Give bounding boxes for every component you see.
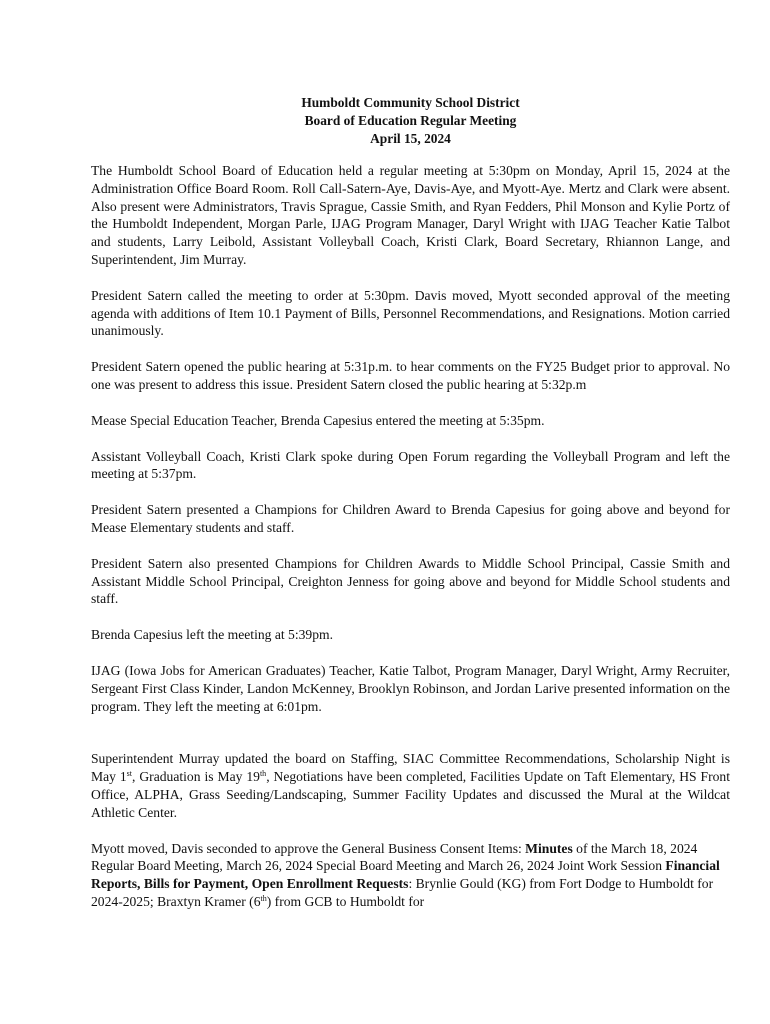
paragraph-call-to-order: President Satern called the meeting to order at 5:30pm. Davis moved, Myott seconded approval of the meeting agenda with additions of Item 10.1 Payment of Bills, Personnel Recommendations, and Resignations. Motion carried unanimously. — [91, 287, 730, 339]
consent-minutes-bold: Minutes — [525, 840, 573, 856]
meeting-title: Board of Education Regular Meeting — [304, 113, 517, 128]
district-name: Humboldt Community School District — [301, 95, 520, 110]
paragraph-attendance: The Humboldt School Board of Education held a regular meeting at 5:30pm on Monday, April 15, 2024 at the Administration Office Board Room. Roll Call-Satern-Aye, Davis-Aye, and Myott-Aye. Mertz and Clark were absent. Also present were Administrators, Travis Sprague, Cassie Smith, and Ryan Fedders, Phil Monson and Kylie Portz of the Humboldt Independent, Morgan Parle, IJAG Program Manager, Daryl Wright with IJAG Teacher Katie Talbot and students, Larry Leibold, Assistant Volleyball Coach, Kristi Clark, Board Secretary, Rhiannon Lange, and Superintendent, Jim Murray. — [91, 163, 730, 267]
paragraph-award-capesius: President Satern presented a Champions for Children Award to Brenda Capesius for going above and beyond for Mease Elementary students and staff. — [91, 502, 730, 535]
paragraph-ijag: IJAG (Iowa Jobs for American Graduates) Teacher, Katie Talbot, Program Manager, Daryl Wright, Army Recruiter, Sergeant First Class Kinder, Landon McKenney, Brooklyn Robinson, and Jordan Larive presented information on the program. They left the meeting at 6:01pm. — [91, 662, 730, 714]
consent-text-3: : Brynlie Gould (KG) from Fort Dodge to Humboldt for 2024-2025; Braxtyn Kramer (6 — [91, 876, 714, 909]
update-text-2: , Graduation is May 19 — [132, 769, 260, 785]
update-text-1: Superintendent Murray updated the board on Staffing, SIAC Committee Recommendations, Scholarship Night is May 1 — [91, 751, 730, 785]
paragraph-open-forum: Assistant Volleyball Coach, Kristi Clark spoke during Open Forum regarding the Volleyball Program and left the meeting at 5:37pm. — [91, 448, 730, 482]
consent-text-1: Myott moved, Davis seconded to approve the General Business Consent Items: — [91, 840, 526, 856]
paragraph-capesius-left: Brenda Capesius left the meeting at 5:39pm. — [91, 627, 333, 643]
consent-reports-bold: Financial Reports, Bills for Payment, Open Enrollment Requests — [91, 858, 720, 892]
paragraph-capesius-entered: Mease Special Education Teacher, Brenda Capesius entered the meeting at 5:35pm. — [91, 412, 545, 428]
meeting-date: April 15, 2024 — [370, 131, 451, 146]
consent-text-4: ) from GCB to Humboldt for — [266, 893, 425, 909]
document-header — [91, 94, 730, 148]
paragraph-public-hearing: President Satern opened the public hearing at 5:31p.m. to hear comments on the FY25 Budget prior to approval. No one was present to address this issue. President Satern closed the public hearing at 5:32p.m — [91, 359, 730, 392]
update-text-3: , Negotiations have been completed, Facilities Update on Taft Elementary, HS Front Office, ALPHA, Grass Seeding/Landscaping, Summer Facility Updates and discussed the Mural at the Wildcat Athletic Center. — [91, 769, 730, 820]
superscript-th-2: th — [260, 893, 267, 903]
paragraph-award-principals: President Satern also presented Champions for Children Awards to Middle School Principal, Cassie Smith and Assistant Middle School Principal, Creighton Jenness for going above and beyond for Middle School students and staff. — [91, 555, 730, 607]
paragraph-consent-items — [91, 840, 730, 911]
superscript-st: st — [126, 769, 133, 779]
superscript-th: th — [259, 769, 267, 779]
paragraph-superintendent-update — [91, 750, 730, 821]
consent-text-2: of the March 18, 2024 Regular Board Meeting, March 26, 2024 Special Board Meeting and March 26, 2024 Joint Work Session — [91, 840, 698, 874]
